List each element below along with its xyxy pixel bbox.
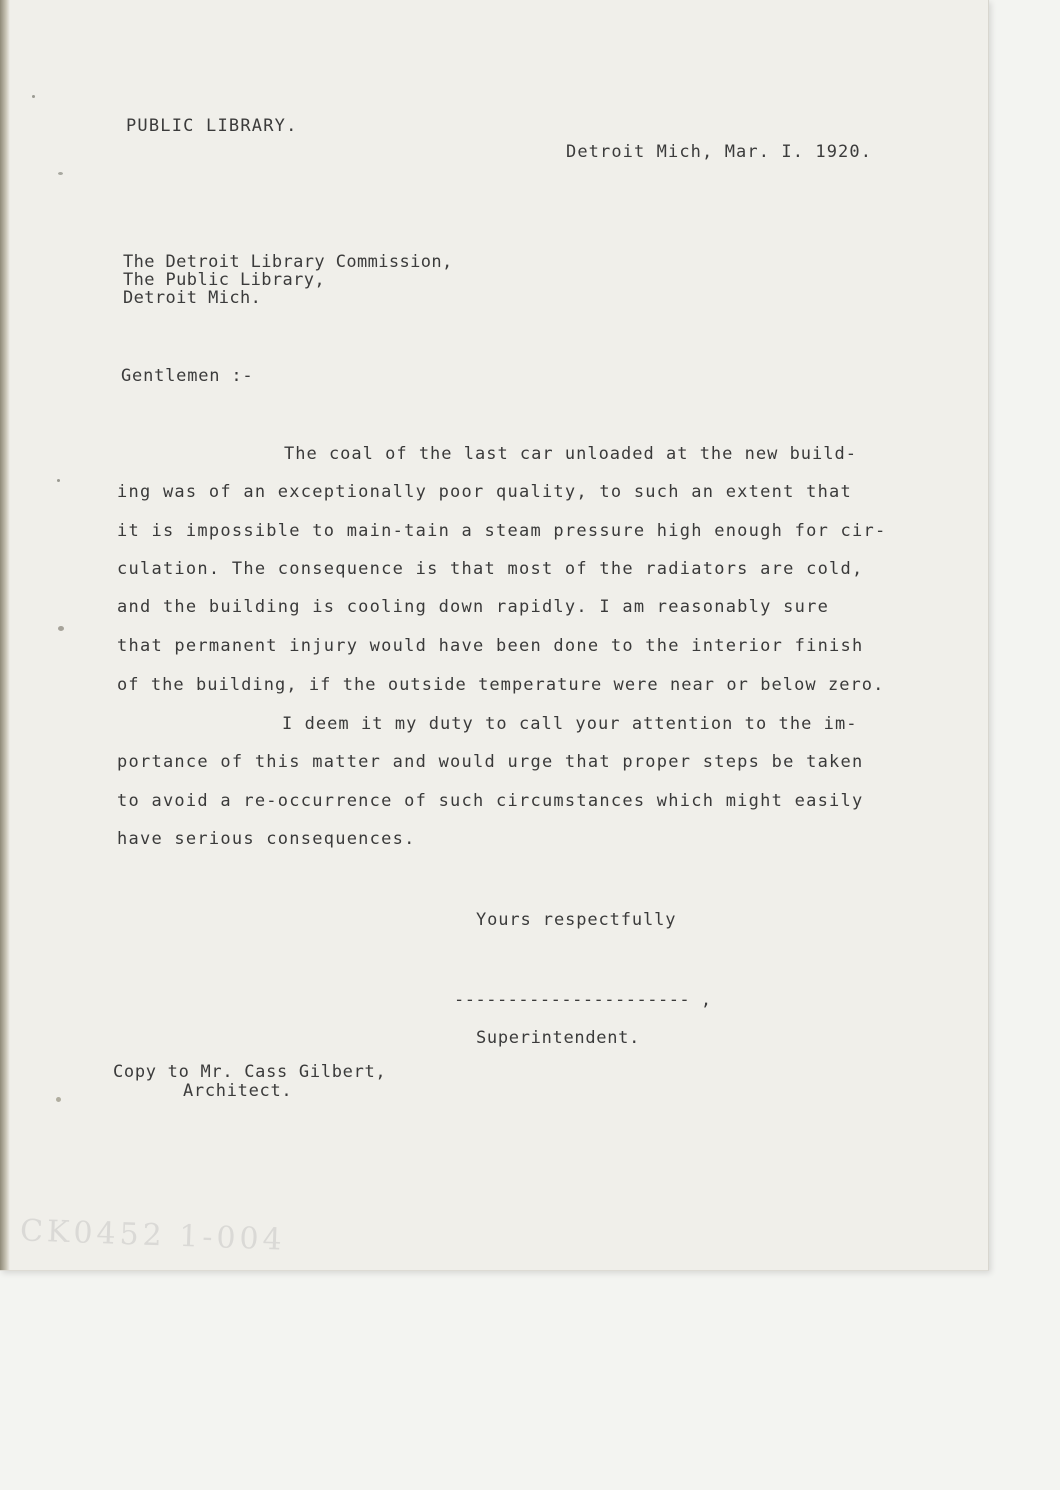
closing: Yours respectfully — [476, 910, 677, 930]
date-line: Detroit Mich, Mar. I. 1920. — [566, 142, 873, 162]
paper-edge-shadow — [0, 0, 10, 1270]
body-line: portance of this matter and would urge that proper steps be taken — [117, 752, 864, 772]
letterhead: PUBLIC LIBRARY. — [126, 116, 298, 136]
body-line: that permanent injury would have been done to the interior finish — [117, 636, 864, 656]
paper-speck — [58, 172, 63, 175]
signature-line: ---------------------- , — [454, 990, 712, 1010]
signature-title: Superintendent. — [476, 1028, 641, 1048]
recipient-line-3: Detroit Mich. — [123, 288, 262, 308]
salutation: Gentlemen :- — [121, 366, 254, 386]
paper-speck — [32, 95, 35, 98]
recipient-line-2: The Public Library, — [123, 270, 326, 290]
body-line: have serious consequences. — [117, 829, 416, 849]
body-line: I deem it my duty to call your attention to the im- — [282, 714, 858, 734]
recipient-line-1: The Detroit Library Commission, — [123, 252, 453, 272]
body-line: to avoid a re-occurrence of such circumstances which might easily — [117, 791, 864, 811]
body-line: of the building, if the outside temperature were near or below zero. — [117, 675, 885, 695]
copy-note-line-2: Architect. — [183, 1081, 293, 1101]
body-line: it is impossible to main-tain a steam pressure high enough for cir- — [117, 521, 887, 541]
paper-speck — [58, 626, 64, 631]
body-line: culation. The consequence is that most of the radiators are cold, — [117, 559, 864, 579]
body-line: and the building is cooling down rapidly. I am reasonably sure — [117, 597, 830, 617]
body-line: The coal of the last car unloaded at the new build- — [284, 444, 857, 464]
copy-note-line-1: Copy to Mr. Cass Gilbert, — [113, 1062, 387, 1082]
body-line: ing was of an exceptionally poor quality, to such an extent that — [117, 482, 853, 502]
paper-speck — [56, 1097, 61, 1102]
archive-mark: CK0452 1-004 — [19, 1213, 287, 1258]
paper-speck — [57, 479, 60, 482]
